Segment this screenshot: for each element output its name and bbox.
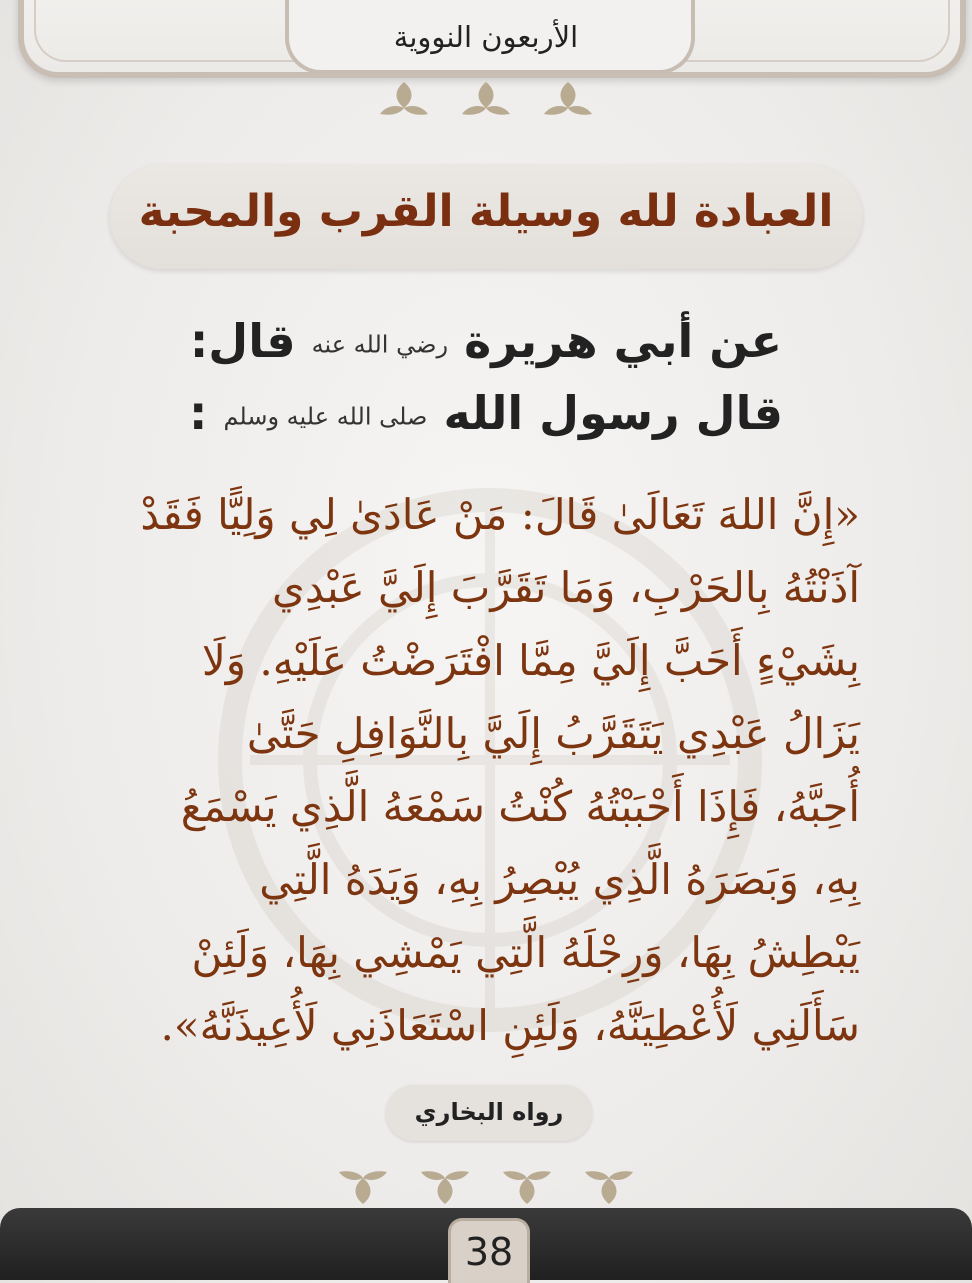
floral-ornament-icon [372, 78, 436, 118]
isnad-qala: قال: [189, 314, 296, 368]
floral-ornament-icon [413, 1168, 477, 1208]
floral-ornament-icon [577, 1168, 641, 1208]
hadith-line: أُحِبَّهُ، فَإِذَا أَحْبَبْتُهُ كُنْتُ سَمْعَهُ الَّذِي يَسْمَعُ [180, 782, 860, 831]
honorific-radiallahu: رضي الله عنه [311, 330, 449, 359]
hadith-line: بِهِ، وَبَصَرَهُ الَّذِي يُبْصِرُ بِهِ، وَيَدَهُ الَّتِي [259, 855, 860, 904]
top-ornament-row [0, 78, 972, 118]
honorific-salallahu: صلى الله عليه وسلم [223, 402, 428, 431]
floral-ornament-icon [495, 1168, 559, 1208]
hadith-line: يَبْطِشُ بِهَا، وَرِجْلَهُ الَّتِي يَمْشِي بِهَا، وَلَئِنْ [191, 928, 860, 977]
hadith-line: يَزَالُ عَبْدِي يَتَقَرَّبُ إِلَيَّ بِالنَّوَافِلِ حَتَّىٰ [246, 709, 860, 758]
hadith-line: سَأَلَنِي لَأُعْطِيَنَّهُ، وَلَئِنِ اسْتَعَاذَنِي لَأُعِيذَنَّهُ». [160, 1001, 860, 1050]
floral-ornament-icon [454, 78, 518, 118]
page-number: 38 [464, 1230, 514, 1274]
isnad-prophet: قال رسول الله [443, 386, 783, 440]
isnad-colon: : [189, 386, 208, 440]
hadith-text [138, 478, 860, 1062]
bottom-ornament-row [0, 1168, 972, 1208]
chapter-heading: العبادة لله وسيلة القرب والمحبة [138, 186, 834, 237]
floral-ornament-icon [536, 78, 600, 118]
hadith-line: «إِنَّ اللهَ تَعَالَىٰ قَالَ: مَنْ عَادَىٰ لِي وَلِيًّا فَقَدْ [140, 490, 860, 539]
isnad-line-1 [120, 314, 852, 368]
source-label: رواه البخاري [414, 1098, 564, 1126]
isnad-narrator: عن أبي هريرة [464, 314, 783, 368]
book-title: الأربعون النووية [393, 20, 579, 54]
floral-ornament-icon [331, 1168, 395, 1208]
isnad-line-2 [120, 386, 852, 440]
hadith-line: بِشَيْءٍ أَحَبَّ إِلَيَّ مِمَّا افْتَرَضْتُ عَلَيْهِ. وَلَا [201, 636, 860, 685]
hadith-line: آذَنْتُهُ بِالحَرْبِ، وَمَا تَقَرَّبَ إِلَيَّ عَبْدِي [271, 563, 860, 612]
